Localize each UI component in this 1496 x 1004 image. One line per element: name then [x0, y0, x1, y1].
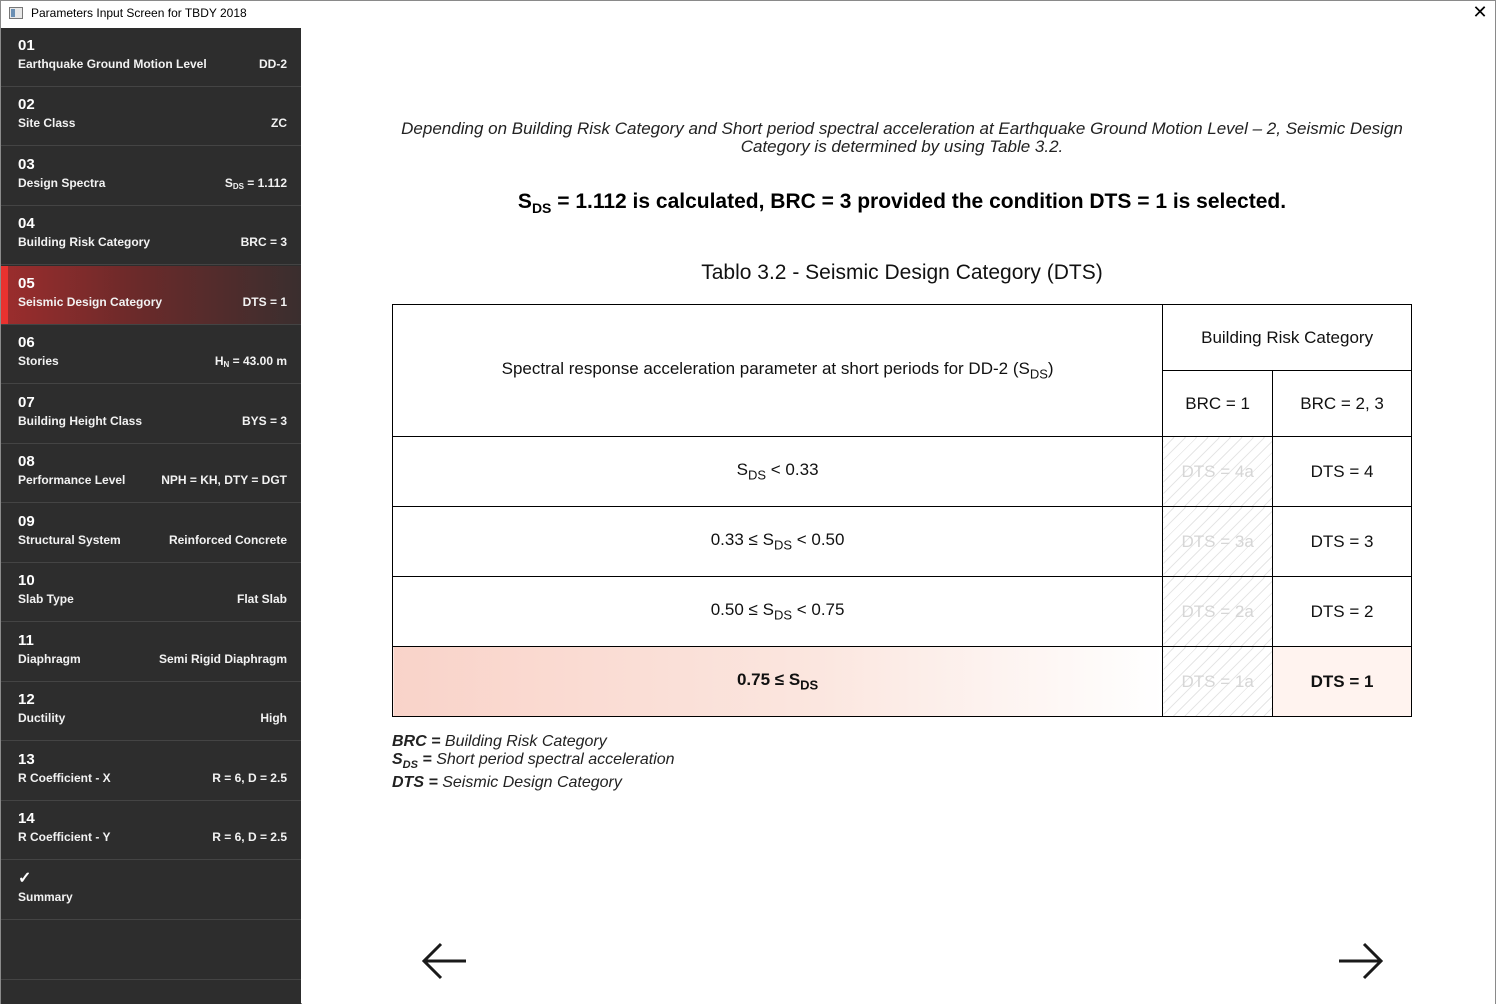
table-caption: Tablo 3.2 - Seismic Design Category (DTS): [701, 261, 1103, 284]
step-label: Building Height Class: [18, 414, 143, 428]
close-icon[interactable]: ✕: [1472, 2, 1488, 22]
sidebar-item-building-risk-category[interactable]: [1, 206, 301, 265]
table-row: [393, 437, 1412, 507]
sidebar: [1, 28, 301, 1004]
sidebar-item-building-height-class[interactable]: [1, 385, 301, 444]
brc23-cell: DTS = 2: [1273, 577, 1412, 647]
step-label: Structural System: [18, 533, 121, 547]
next-arrow-icon[interactable]: [1335, 940, 1385, 982]
legend-item: BRC = Building Risk Category: [392, 733, 607, 750]
step-label: R Coefficient - Y: [18, 830, 111, 844]
step-value: BYS = 3: [241, 414, 287, 428]
legend-item: DTS = Seismic Design Category: [392, 774, 622, 792]
sidebar-item-diaphragm[interactable]: [1, 623, 301, 682]
active-indicator: [1, 266, 8, 324]
brc1-cell: DTS = 3a: [1163, 507, 1273, 577]
brc23-cell-selected: DTS = 1: [1273, 647, 1412, 717]
sidebar-item-site-class[interactable]: [1, 87, 301, 146]
step-value: BRC = 3: [240, 235, 287, 249]
step-value: High: [260, 711, 287, 725]
brc1-cell: DTS = 2a: [1163, 577, 1273, 647]
step-label: Summary: [18, 890, 73, 904]
param-header: Spectral response acceleration parameter at short periods for DD-2 $(S_{DS})$: [393, 305, 1163, 437]
step-number: 04: [18, 215, 35, 232]
sidebar-item-performance-level[interactable]: [1, 444, 301, 503]
step-number: 10: [18, 572, 35, 589]
step-label: Seismic Design Category: [18, 295, 163, 309]
seismic-design-category-table: [392, 304, 1412, 717]
brc1-cell: DTS = 4a: [1163, 437, 1273, 507]
step-number: 14: [18, 810, 35, 827]
sidebar-item-r-coefficient-y[interactable]: [1, 801, 301, 860]
sds-condition: $0.33 \le S_{DS} < 0.50$: [393, 507, 1163, 577]
window-title: Parameters Input Screen for TBDY 2018: [31, 6, 247, 20]
brc23-cell: DTS = 3: [1273, 507, 1412, 577]
table-row: [393, 507, 1412, 577]
step-number: 05: [18, 275, 35, 292]
sidebar-item-slab-type[interactable]: [1, 563, 301, 622]
step-value: R = 6, D = 2.5: [212, 771, 287, 785]
step-value: DD-2: [258, 57, 287, 71]
brc23-header: BRC = 2, 3: [1273, 371, 1412, 437]
step-label: R Coefficient - X: [18, 771, 111, 785]
sidebar-item-earthquake-ground-motion-level[interactable]: [1, 28, 301, 87]
brc-header: Building Risk Category: [1163, 305, 1412, 371]
intro-text: Depending on Building Risk Category and Short period spectral acceleration at Earthquake Ground Motion Level – 2, Seismic Design Category is determined by using Table 3.2.: [401, 119, 1403, 156]
step-number: 09: [18, 513, 35, 530]
step-number: 02: [18, 96, 35, 113]
step-label: Ductility: [18, 711, 66, 725]
sidebar-divider: [1, 979, 301, 980]
step-number: 06: [18, 334, 35, 351]
step-label: Performance Level: [18, 473, 126, 487]
sidebar-item-stories[interactable]: [1, 325, 301, 384]
step-label: Stories: [18, 354, 59, 368]
main-content: [302, 28, 1495, 1004]
brc1-cell: DTS = 1a: [1163, 647, 1273, 717]
sidebar-item-ductility[interactable]: [1, 682, 301, 741]
back-arrow-icon[interactable]: [420, 940, 470, 982]
table-row: [393, 577, 1412, 647]
check-icon: ✓: [18, 870, 32, 887]
step-value: $H_N = 43.00$ m: [214, 354, 287, 369]
step-label: Earthquake Ground Motion Level: [18, 57, 207, 71]
step-label: Site Class: [18, 116, 76, 130]
step-label: Building Risk Category: [18, 235, 151, 249]
step-number: 03: [18, 156, 35, 173]
table-row-selected: [393, 647, 1412, 717]
brc1-header: BRC = 1: [1163, 371, 1273, 437]
step-value: ZC: [271, 116, 287, 130]
sidebar-item-summary[interactable]: [1, 861, 301, 920]
brc23-cell: DTS = 4: [1273, 437, 1412, 507]
sidebar-item-r-coefficient-x[interactable]: [1, 742, 301, 801]
legend: [392, 733, 675, 792]
step-label: Design Spectra: [18, 176, 106, 190]
legend-item: $S_{DS}$ = Short period spectral acceleration: [392, 751, 675, 772]
step-number: 08: [18, 453, 35, 470]
step-value: R = 6, D = 2.5: [212, 830, 287, 844]
result-statement: $S_{DS} = 1.112$ is calculated, BRC = 3 provided the condition DTS = 1 is selected.: [517, 190, 1287, 217]
step-number: 07: [18, 394, 35, 411]
step-value: Flat Slab: [236, 592, 287, 606]
sds-condition: $0.75 \le S_{DS}$: [393, 647, 1163, 717]
sds-condition: $0.50 \le S_{DS} < 0.75$: [393, 577, 1163, 647]
app-icon: [9, 7, 23, 19]
sds-condition: $S_{DS} < 0.33$: [393, 437, 1163, 507]
step-number: 11: [18, 632, 34, 649]
step-label: Diaphragm: [18, 652, 81, 666]
step-value: $S_{DS} = 1.112$: [224, 176, 287, 191]
step-value: NPH = KH, DTY = DGT: [161, 473, 287, 487]
sidebar-item-design-spectra[interactable]: [1, 147, 301, 206]
step-value: DTS = 1: [242, 295, 287, 309]
step-label: Slab Type: [18, 592, 74, 606]
step-number: 13: [18, 751, 35, 768]
sidebar-item-structural-system[interactable]: [1, 504, 301, 563]
step-value: Semi Rigid Diaphragm: [158, 652, 287, 666]
step-value: Reinforced Concrete: [168, 533, 287, 547]
title-bar: [1, 1, 1495, 27]
sidebar-item-seismic-design-category[interactable]: [1, 266, 301, 325]
step-number: 01: [18, 37, 35, 54]
step-number: 12: [18, 691, 35, 708]
